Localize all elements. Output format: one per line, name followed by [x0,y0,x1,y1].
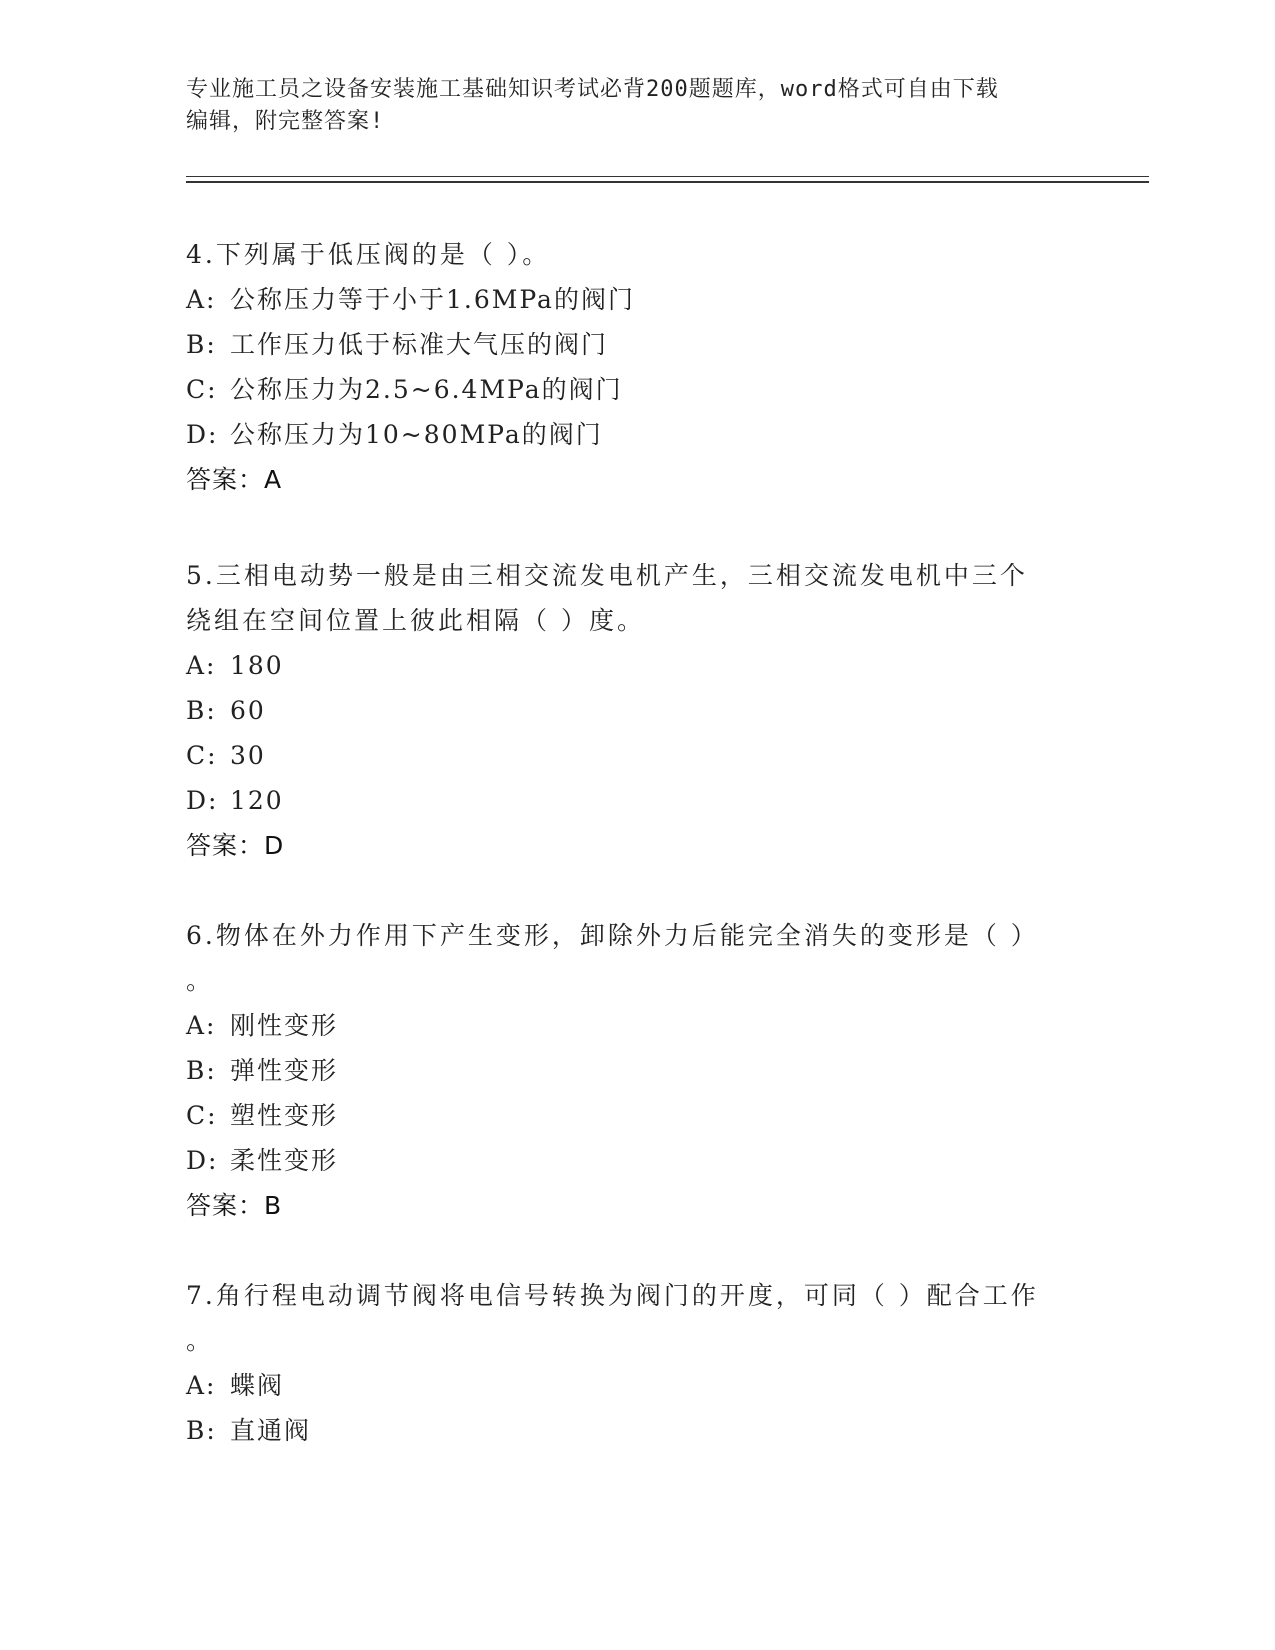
document-header [186,74,1086,138]
option-text: 直通阀 [230,1416,312,1445]
question-7 [186,1273,1066,1453]
option-text: 120 [230,786,284,815]
question-stem-continued: 。 [186,966,215,995]
option-c [186,367,1066,412]
option-text: 30 [230,741,266,770]
option-c [186,1093,1066,1138]
header-divider-thin [186,176,1149,177]
option-b [186,322,1066,367]
option-b [186,688,1066,733]
option-a [186,1363,1066,1408]
option-d [186,1138,1066,1183]
option-text: 180 [230,651,284,680]
header-title-line-2: 编辑，附完整答案! [186,109,385,134]
option-letter: B: [186,1416,217,1445]
option-text: 塑性变形 [230,1101,339,1130]
option-text: 柔性变形 [230,1146,339,1175]
option-letter: D: [186,786,219,815]
option-text: 公称压力为10~80MPa的阀门 [230,420,603,449]
option-a [186,643,1066,688]
option-c [186,733,1066,778]
option-letter: A: [186,651,217,680]
question-stem: 5.三相电动势一般是由三相交流发电机产生，三相交流发电机中三个 [186,561,1028,590]
answer-line: 答案：D [186,831,285,860]
option-letter: C: [186,1101,218,1130]
option-text: 工作压力低于标准大气压的阀门 [230,330,609,359]
option-text: 60 [230,696,266,725]
question-stem-continued: 绕组在空间位置上彼此相隔（ ）度。 [186,606,645,635]
option-text: 刚性变形 [230,1011,339,1040]
option-letter: C: [186,375,218,404]
question-stem: 6.物体在外力作用下产生变形，卸除外力后能完全消失的变形是（ ） [186,921,1039,950]
option-d [186,778,1066,823]
option-letter: A: [186,1011,217,1040]
option-d [186,412,1066,457]
answer-line: 答案：A [186,465,283,494]
answer-line: 答案：B [186,1191,283,1220]
header-divider-thick [186,181,1149,183]
option-letter: B: [186,696,217,725]
option-letter: B: [186,1056,217,1085]
option-a [186,277,1066,322]
question-stem-continued: 。 [186,1326,215,1355]
option-letter: C: [186,741,218,770]
option-text: 公称压力为2.5~6.4MPa的阀门 [230,375,623,404]
option-a [186,1003,1066,1048]
question-6 [186,913,1066,1228]
question-5 [186,553,1066,868]
option-text: 公称压力等于小于1.6MPa的阀门 [230,285,635,314]
option-text: 弹性变形 [230,1056,339,1085]
option-text: 蝶阀 [230,1371,285,1400]
option-letter: A: [186,285,217,314]
option-letter: A: [186,1371,217,1400]
option-letter: D: [186,1146,219,1175]
option-letter: D: [186,420,219,449]
question-stem: 4.下列属于低压阀的是（ ）。 [186,240,551,269]
header-title-line-1: 专业施工员之设备安装施工基础知识考试必背200题题库，word格式可自由下载 [186,77,999,102]
option-b [186,1048,1066,1093]
question-4 [186,232,1066,502]
option-letter: B: [186,330,217,359]
question-stem: 7.角行程电动调节阀将电信号转换为阀门的开度，可同（ ）配合工作 [186,1281,1039,1310]
option-b [186,1408,1066,1453]
